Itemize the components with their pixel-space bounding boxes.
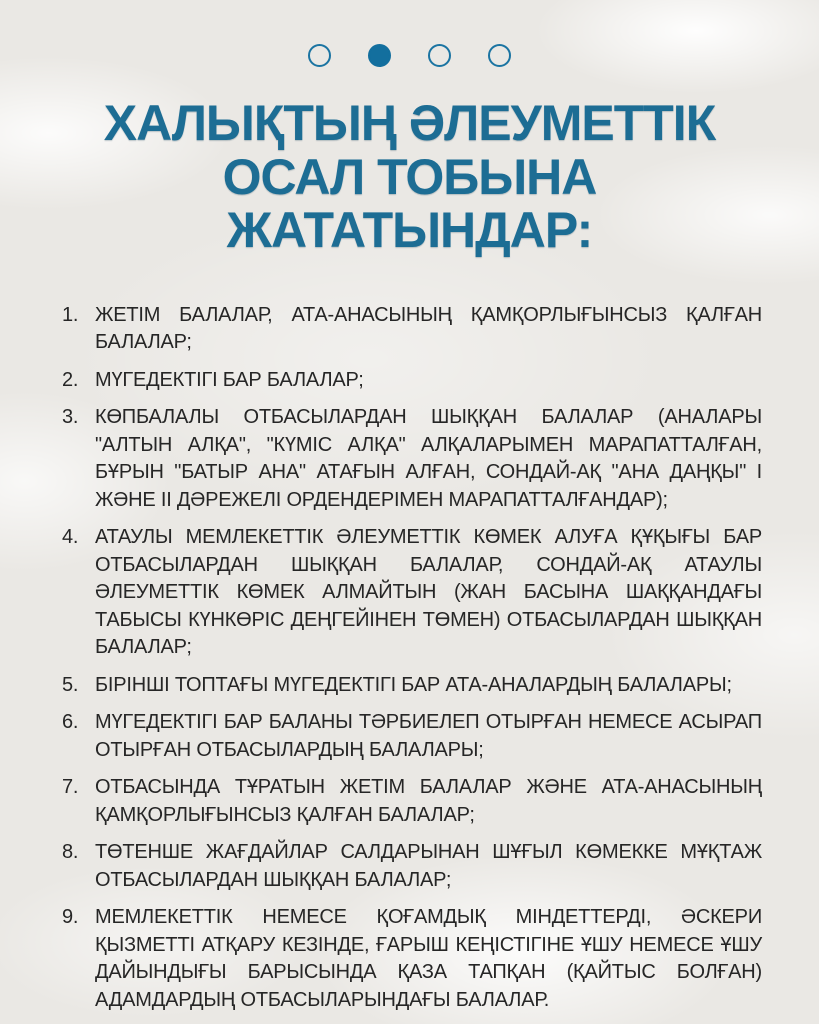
list-item-number: 4.: [62, 526, 79, 548]
list-item-number: 5.: [62, 673, 79, 696]
pagination-dot-4[interactable]: [488, 44, 511, 67]
pagination-dot-1[interactable]: [308, 44, 331, 67]
list-item-text: БІРІНШІ ТОПТАҒЫ МҮГЕДЕКТІГІ БАР АТА-АНАЛАРДЫҢ БАЛАЛАРЫ;: [95, 673, 732, 696]
list-item: [62, 839, 762, 894]
list-item-number: 3.: [62, 406, 79, 428]
list-item-text: МЕМЛЕКЕТТІК НЕМЕСЕ ҚОҒАМДЫҚ МІНДЕТТЕРДІ, ӘСКЕРИ ҚЫЗМЕТТІ АТҚАРУ КЕЗІНДЕ, ҒАРЫШ КЕҢІСТІГІНЕ ҰШУ НЕМЕСЕ ҰШУ ДАЙЫНДЫҒЫ БАРЫСЫНДА ҚАЗА ТАПҚАН (ҚАЙТЫС БОЛҒАН) АДАМДАРДЫҢ ОТБАСЫЛАРЫНДАҒЫ БАЛАЛАР.: [95, 906, 762, 1011]
list-item: [62, 709, 762, 764]
pagination-dot-2[interactable]: [368, 44, 391, 67]
list-item-text: КӨПБАЛАЛЫ ОТБАСЫЛАРДАН ШЫҚҚАН БАЛАЛАР (АНАЛАРЫ "АЛТЫН АЛҚА", "КҮМІС АЛҚА" АЛҚАЛАРЫМЕН МАРАПАТТАЛҒАН, БҰРЫН "БАТЫР АНА" АТАҒЫН АЛҒАН, СОНДАЙ-АҚ "АНА ДАҢҚЫ" І ЖӘНЕ ІІ ДӘРЕЖЕЛІ ОРДЕНДЕРІМЕН МАРАПАТТАЛҒАНДАР);: [95, 406, 762, 511]
list-item-number: 9.: [62, 906, 79, 928]
vulnerable-groups-list: [62, 302, 762, 1015]
page-title-line-1: ХАЛЫҚТЫҢ ӘЛЕУМЕТТІК: [103, 95, 716, 151]
page-title: [57, 97, 762, 258]
list-item-text: АТАУЛЫ МЕМЛЕКЕТТІК ӘЛЕУМЕТТІК КӨМЕК АЛУҒА ҚҰҚЫҒЫ БАР ОТБАСЫЛАРДАН ШЫҚҚАН БАЛАЛАР, СОНДАЙ-АҚ АТАУЛЫ ӘЛЕУМЕТТІК КӨМЕК АЛМАЙТЫН (ЖАН БАСЫНА ШАҚҚАНДАҒЫ ТАБЫСЫ КҮНКӨРІС ДЕҢГЕЙІНЕН ТӨМЕН) ОТБАСЫЛАРДАН ШЫҚҚАН БАЛАЛАР;: [95, 526, 762, 658]
list-item: [62, 672, 762, 700]
page-title-line-2: ОСАЛ ТОБЫНА ЖАТАТЫНДАР:: [222, 148, 597, 258]
list-item-text: ОТБАСЫНДА ТҰРАТЫН ЖЕТІМ БАЛАЛАР ЖӘНЕ АТА-АНАСЫНЫҢ ҚАМҚОРЛЫҒЫНСЫЗ ҚАЛҒАН БАЛАЛАР;: [95, 776, 762, 826]
list-item-text: ТӨТЕНШЕ ЖАҒДАЙЛАР САЛДАРЫНАН ШҰҒЫЛ КӨМЕККЕ МҰҚТАЖ ОТБАСЫЛАРДАН ШЫҚҚАН БАЛАЛАР;: [95, 841, 762, 891]
list-item-number: 1.: [62, 303, 79, 326]
list-item-text: МҮГЕДЕКТІГІ БАР БАЛАНЫ ТӘРБИЕЛЕП ОТЫРҒАН НЕМЕСЕ АСЫРАП ОТЫРҒАН ОТБАСЫЛАРДЫҢ БАЛАЛАРЫ;: [95, 711, 762, 761]
list-item: [62, 524, 762, 662]
list-item-text: МҮГЕДЕКТІГІ БАР БАЛАЛАР;: [95, 368, 364, 391]
list-item: [62, 904, 762, 1014]
list-item: [62, 774, 762, 829]
list-item-number: 7.: [62, 776, 79, 798]
list-item: [62, 404, 762, 514]
list-item: [62, 302, 762, 357]
list-item-number: 8.: [62, 841, 79, 863]
pagination-dot-3[interactable]: [428, 44, 451, 67]
list-item-number: 6.: [62, 711, 79, 733]
list-item-number: 2.: [62, 368, 79, 391]
list-item-text: ЖЕТІМ БАЛАЛАР, АТА-АНАСЫНЫҢ ҚАМҚОРЛЫҒЫНСЫЗ ҚАЛҒАН БАЛАЛАР;: [95, 303, 762, 353]
carousel-pagination: [57, 44, 762, 67]
list-item: [62, 367, 762, 395]
